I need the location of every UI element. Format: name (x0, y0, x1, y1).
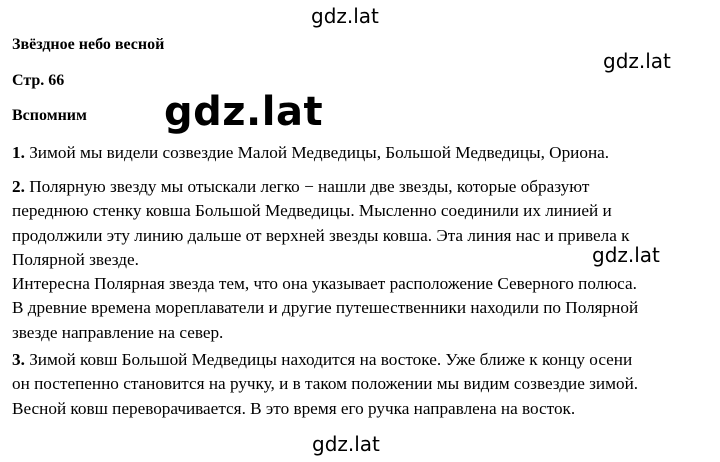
answer-3-line-1 (12, 348, 712, 372)
watermark-bottom: gdz.lat (312, 432, 380, 456)
answer-2-line-6: В древние времена мореплаватели и другие путешественники находили по Полярной (12, 298, 639, 318)
answer-2-line-4: Полярной звезде. (12, 249, 139, 269)
answer-2-line-5: Интересна Полярная звезда тем, что она указывает расположение Северного полюса. (12, 274, 637, 294)
watermark-right: gdz.lat (603, 49, 671, 73)
answer-2-line-7: звезде направление на север. (12, 322, 224, 342)
answer-2-number: 2. (12, 177, 25, 196)
watermark-large: gdz.lat (164, 89, 324, 135)
answer-2-text: Полярную звезду мы отыскали легко − нашли две звезды, которые образуют (29, 177, 590, 196)
answer-1-line-1 (12, 141, 712, 165)
page-title: Звёздное небо весной (12, 36, 165, 53)
section-heading: Вспомним (12, 107, 87, 124)
answer-2-line-2: переднюю стенку ковша Большой Медведицы. Мысленно соединили их линией и (12, 201, 612, 221)
answer-3-line-2: он постепенно становится на ручку, и в таком положении мы видим созвездие зимой. (12, 374, 639, 394)
page-number: Стр. 66 (12, 72, 65, 89)
watermark-middle-right: gdz.lat (592, 243, 660, 267)
answer-1-text: Зимой мы видели созвездие Малой Медведицы, Большой Медведицы, Ориона. (29, 143, 610, 162)
watermark-top: gdz.lat (311, 4, 379, 28)
answer-1 (12, 141, 712, 165)
answer-2-line-3: продолжили эту линию дальше от верхней звезды ковша. Эта линия нас и привела к (12, 225, 630, 245)
answer-3-line-3: Весной ковш переворачивается. В это время его ручка направлена на восток. (12, 398, 576, 418)
answer-3-number: 3. (12, 350, 25, 369)
answer-3 (12, 348, 712, 421)
answer-2-line-1 (12, 175, 712, 199)
answer-3-text: Зимой ковш Большой Медведицы находится на востоке. Уже ближе к концу осени (29, 350, 633, 369)
answer-1-number: 1. (12, 143, 25, 162)
